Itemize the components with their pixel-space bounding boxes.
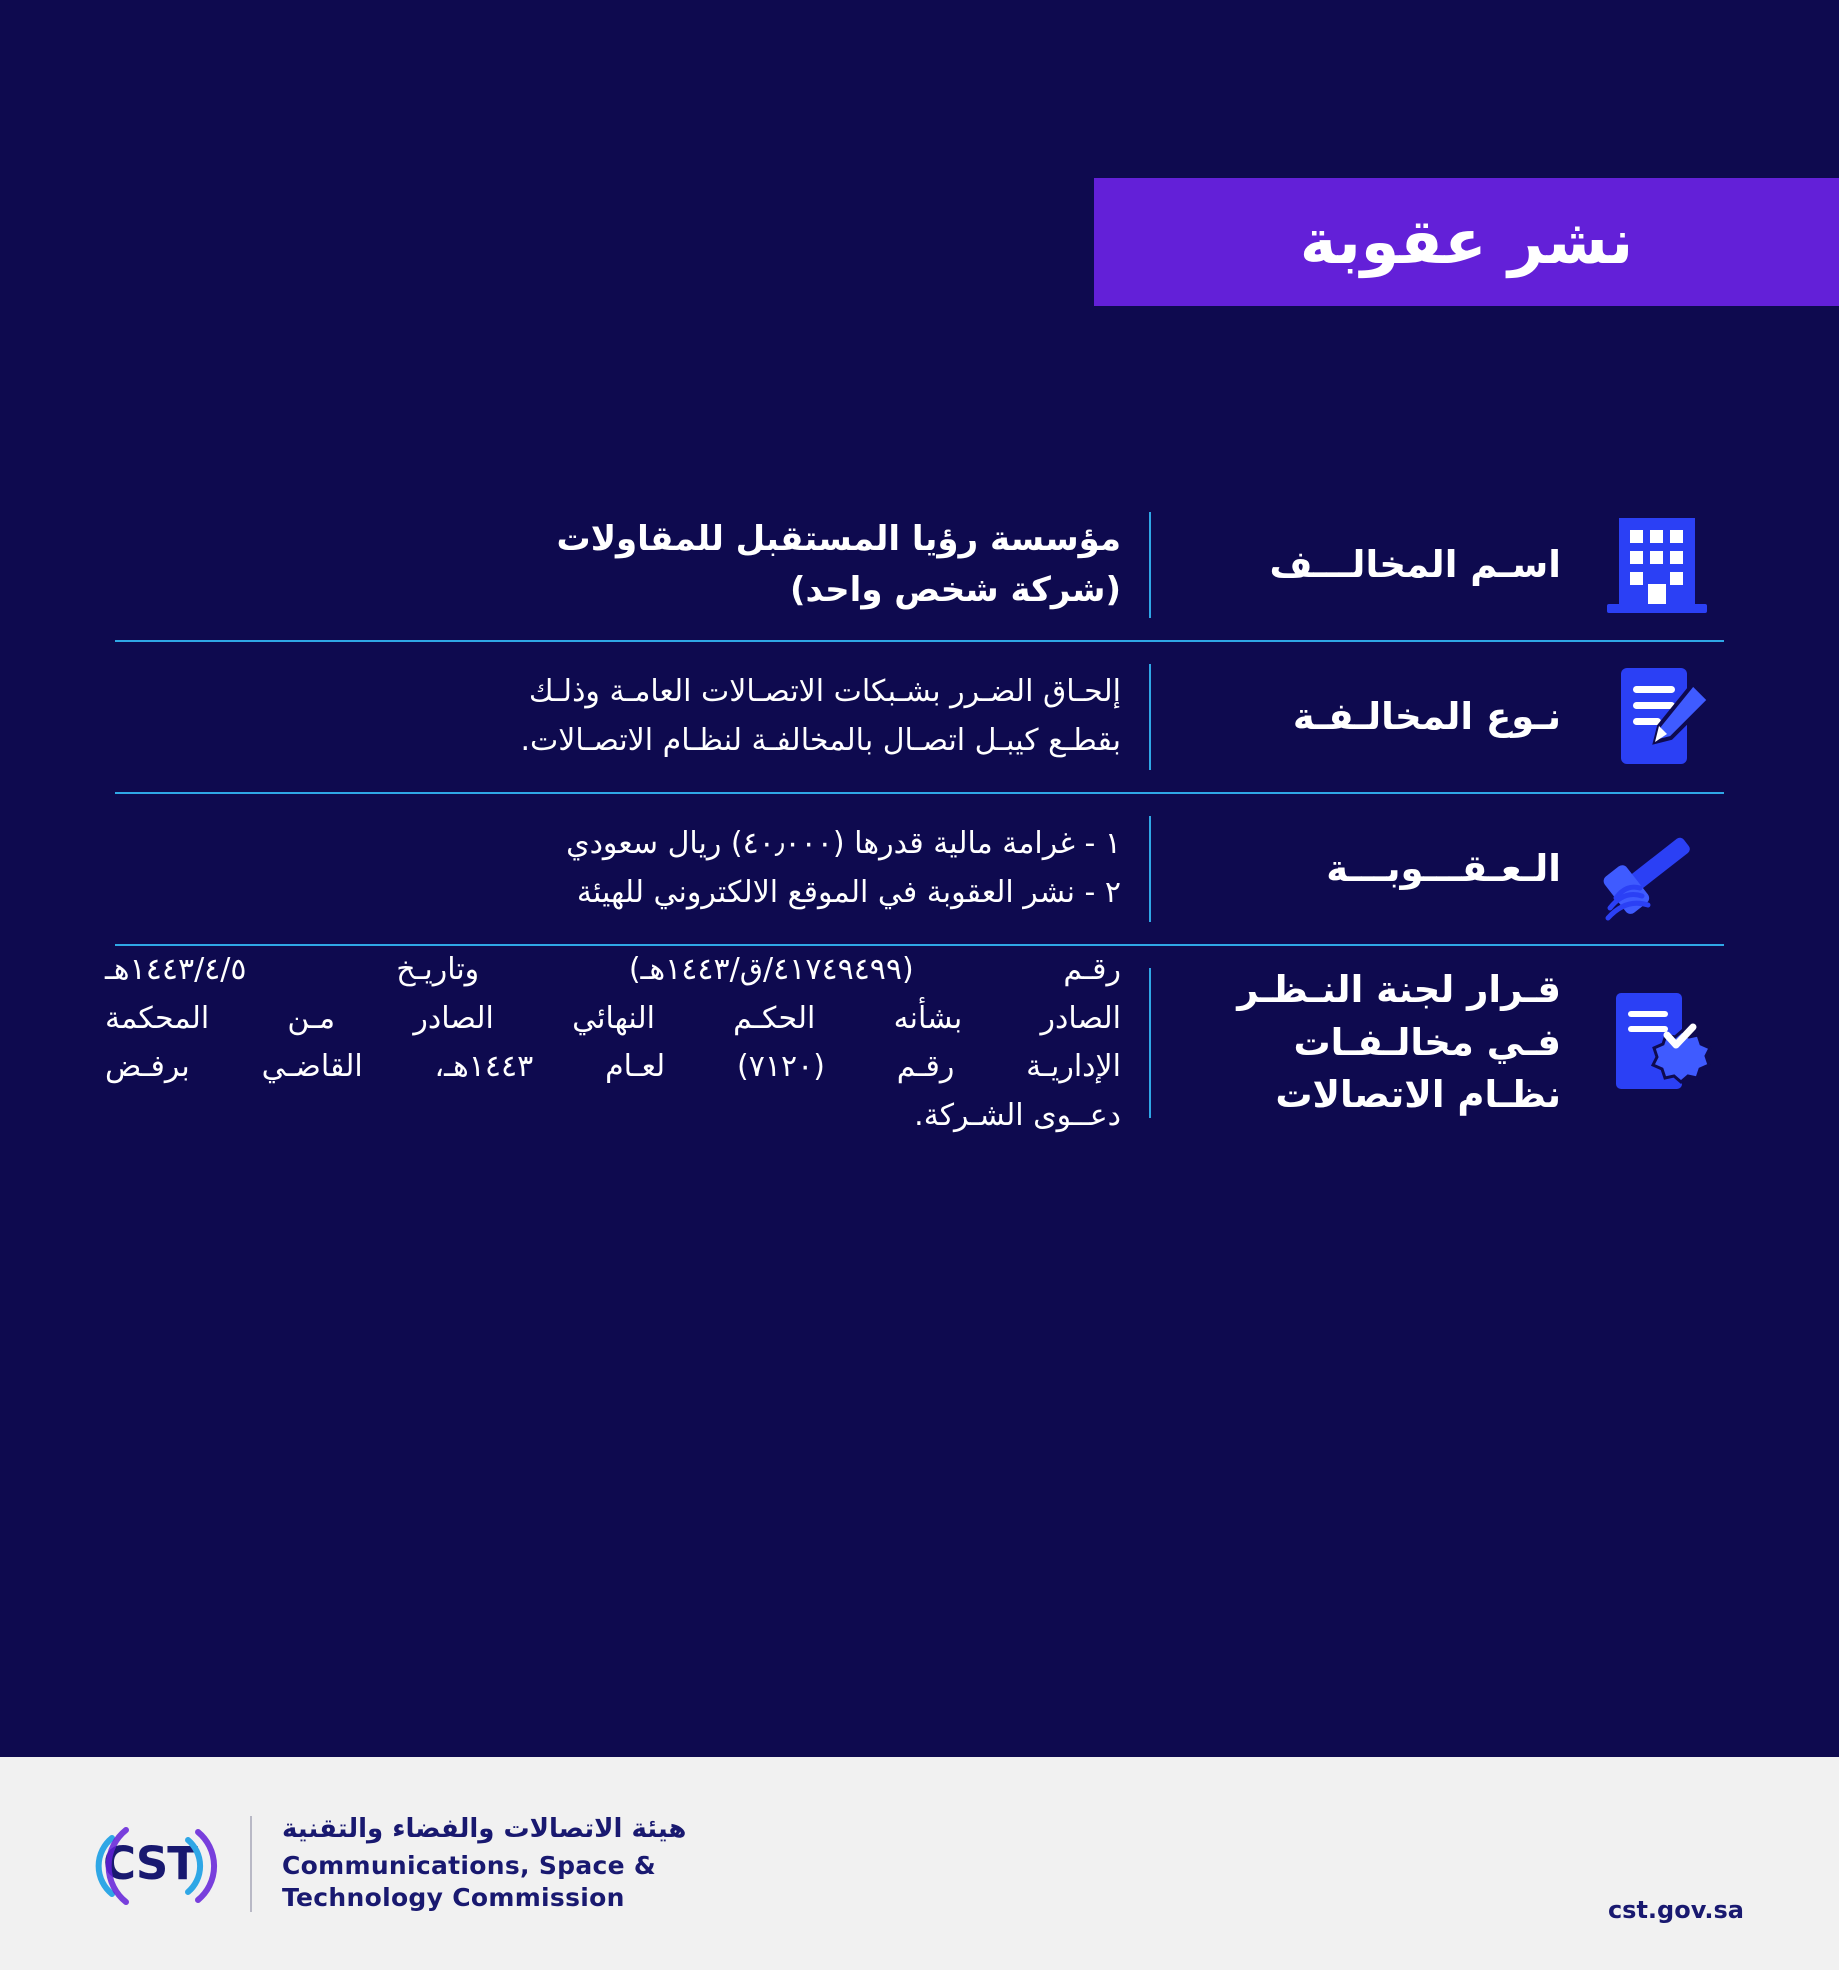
- website-url[interactable]: cst.gov.sa: [1607, 1896, 1744, 1924]
- footer-logo: [0, 1814, 686, 1914]
- table-row: [0, 794, 1839, 944]
- org-name-ar: هيئة الاتصالات والفضاء والتقنية: [282, 1813, 687, 1844]
- value-line: (شركة شخص واحد): [790, 570, 1121, 610]
- cst-logo-text: CST: [103, 1837, 197, 1890]
- page-title: نشر عقوبة: [1299, 205, 1634, 278]
- row-value: [95, 946, 1121, 1140]
- row-label: اسـم المخالـــف: [1269, 542, 1561, 586]
- cst-logo-icon: [80, 1816, 220, 1912]
- row-label: الـعـقـــوبـــة: [1326, 846, 1561, 890]
- row-value: [95, 668, 1121, 765]
- footer: [0, 1757, 1839, 1970]
- row-label: نـوع المخالـفـة: [1292, 694, 1561, 738]
- row-divider: [1149, 664, 1151, 770]
- row-divider: [1149, 968, 1151, 1118]
- value-line: مؤسسة رؤيا المستقبل للمقاولات: [556, 519, 1121, 559]
- footer-divider: [250, 1816, 252, 1912]
- row-divider: [1149, 512, 1151, 618]
- value-line: الإداريـة رقـم (٧١٢٠) لعـام ١٤٤٣هـ، القاضـي برفـض: [105, 1049, 1121, 1085]
- building-icon: [1569, 510, 1744, 620]
- value-line: ٢ - نشر العقوبة في الموقع الالكتروني للهيئة: [576, 875, 1121, 910]
- row-label: قـرار لجنة النـظـر فـي مخالـفـات نظـام الاتصالات: [1237, 968, 1561, 1117]
- table-row: [0, 490, 1839, 640]
- value-line: دعــوى الشـركة.: [914, 1097, 1121, 1133]
- org-name-en-line2: Technology Commission: [282, 1882, 625, 1912]
- value-line: رقـم (٤١٧٤٩٤٩٩/ق/١٤٤٣هـ) وتاريـخ ١٤٤٣/٤/٥هـ: [105, 952, 1122, 987]
- value-line: الصادر بشأنه الحكـم النهائي الصادر مـن المحكمة: [105, 1000, 1121, 1036]
- value-line: بقطـع كيبـل اتصـال بالمخالفـة لنظـام الاتصـالات.: [520, 723, 1121, 758]
- table-row: [0, 946, 1839, 1140]
- document-check-icon: [1569, 983, 1744, 1103]
- table-row: [0, 642, 1839, 792]
- org-name-en-line1: Communications, Space &: [282, 1850, 657, 1880]
- value-line: ١ - غرامة مالية قدرها (٤٠٫٠٠٠) ريال سعودي: [566, 826, 1121, 862]
- row-divider: [1149, 816, 1151, 922]
- gavel-icon: [1569, 812, 1744, 927]
- row-value: [95, 820, 1121, 917]
- value-line: إلحـاق الضـرر بشـبكات الاتصـالات العامـة وذلـك: [528, 674, 1121, 710]
- details-table: [0, 490, 1839, 1140]
- document-pen-icon: [1569, 660, 1744, 775]
- row-value: [95, 514, 1121, 616]
- header-banner: [1094, 178, 1839, 306]
